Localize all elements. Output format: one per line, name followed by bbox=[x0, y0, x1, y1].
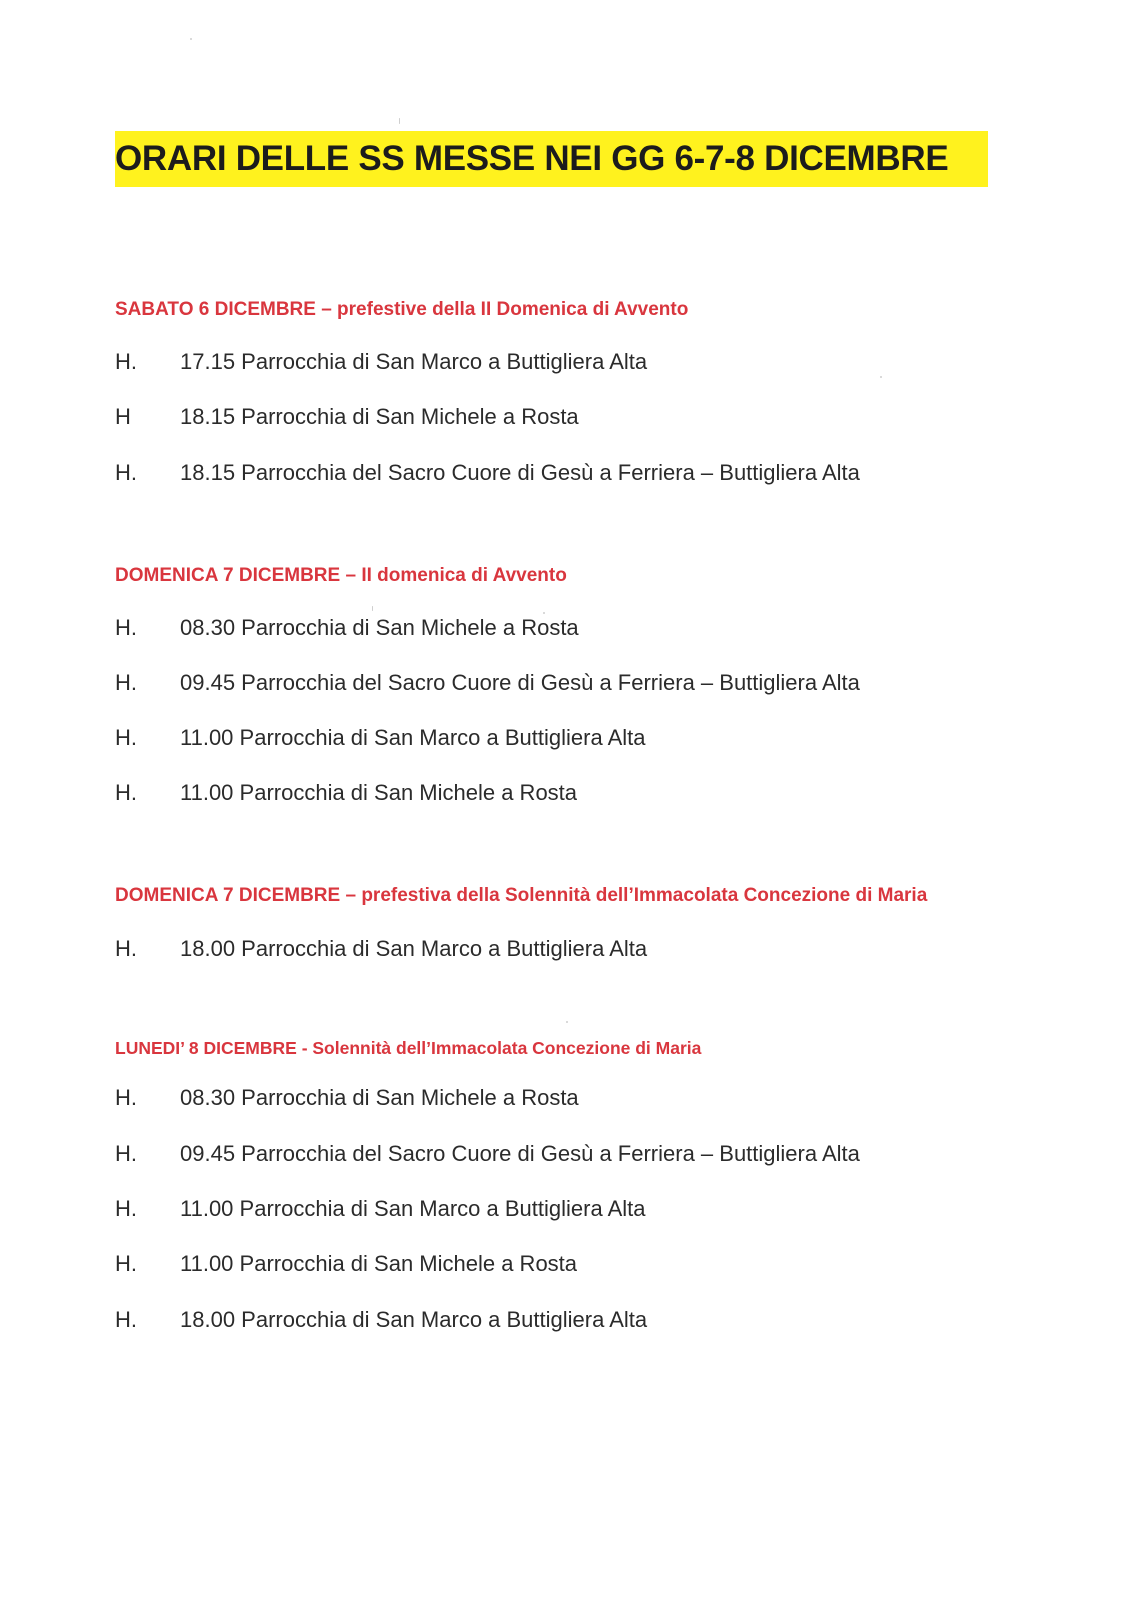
row-entry: 09.45 Parrocchia del Sacro Cuore di Gesù a Ferriera – Buttigliera Alta bbox=[180, 1141, 860, 1166]
row-entry: 18.00 Parrocchia di San Marco a Buttigliera Alta bbox=[180, 1307, 648, 1332]
row-entry: 08.30 Parrocchia di San Michele a Rosta bbox=[180, 1085, 579, 1110]
row-entry: 18.00 Parrocchia di San Marco a Buttigliera Alta bbox=[180, 936, 648, 961]
section-heading-sunday: DOMENICA 7 DICEMBRE – II domenica di Avvento bbox=[115, 565, 567, 586]
scan-speck bbox=[543, 612, 545, 614]
row-entry: 18.15 Parrocchia di San Michele a Rosta bbox=[180, 404, 579, 429]
row-prefix: H. bbox=[115, 1251, 137, 1276]
row-prefix: H. bbox=[115, 936, 137, 961]
page-title: ORARI DELLE SS MESSE NEI GG 6-7-8 DICEMBRE bbox=[115, 131, 988, 187]
scan-speck bbox=[190, 38, 192, 40]
section-heading-saturday: SABATO 6 DICEMBRE – prefestive della II Domenica di Avvento bbox=[115, 299, 689, 320]
row-prefix: H. bbox=[115, 780, 137, 805]
scan-speck bbox=[566, 1021, 568, 1023]
row-prefix: H bbox=[115, 404, 131, 429]
scan-speck bbox=[372, 606, 373, 611]
scan-speck bbox=[880, 376, 882, 378]
row-entry: 11.00 Parrocchia di San Marco a Buttigliera Alta bbox=[180, 1196, 646, 1221]
row-prefix: H. bbox=[115, 1196, 137, 1221]
row-prefix: H. bbox=[115, 349, 137, 374]
row-prefix: H. bbox=[115, 615, 137, 640]
row-entry: 17.15 Parrocchia di San Marco a Buttigliera Alta bbox=[180, 349, 648, 374]
row-entry: 08.30 Parrocchia di San Michele a Rosta bbox=[180, 615, 579, 640]
row-prefix: H. bbox=[115, 460, 137, 485]
row-entry: 18.15 Parrocchia del Sacro Cuore di Gesù a Ferriera – Buttigliera Alta bbox=[180, 460, 860, 485]
section-heading-monday: LUNEDI’ 8 DICEMBRE - Solennità dell’Immacolata Concezione di Maria bbox=[115, 1038, 702, 1058]
section-heading-sunday-vigil: DOMENICA 7 DICEMBRE – prefestiva della Solennità dell’Immacolata Concezione di Maria bbox=[115, 885, 928, 906]
row-prefix: H. bbox=[115, 1085, 137, 1110]
row-prefix: H. bbox=[115, 725, 137, 750]
row-entry: 11.00 Parrocchia di San Michele a Rosta bbox=[180, 780, 578, 805]
row-prefix: H. bbox=[115, 1307, 137, 1332]
scan-speck bbox=[399, 118, 400, 124]
row-entry: 09.45 Parrocchia del Sacro Cuore di Gesù a Ferriera – Buttigliera Alta bbox=[180, 670, 860, 695]
row-prefix: H. bbox=[115, 670, 137, 695]
row-prefix: H. bbox=[115, 1141, 137, 1166]
row-entry: 11.00 Parrocchia di San Michele a Rosta bbox=[180, 1251, 578, 1276]
row-entry: 11.00 Parrocchia di San Marco a Buttigliera Alta bbox=[180, 725, 646, 750]
